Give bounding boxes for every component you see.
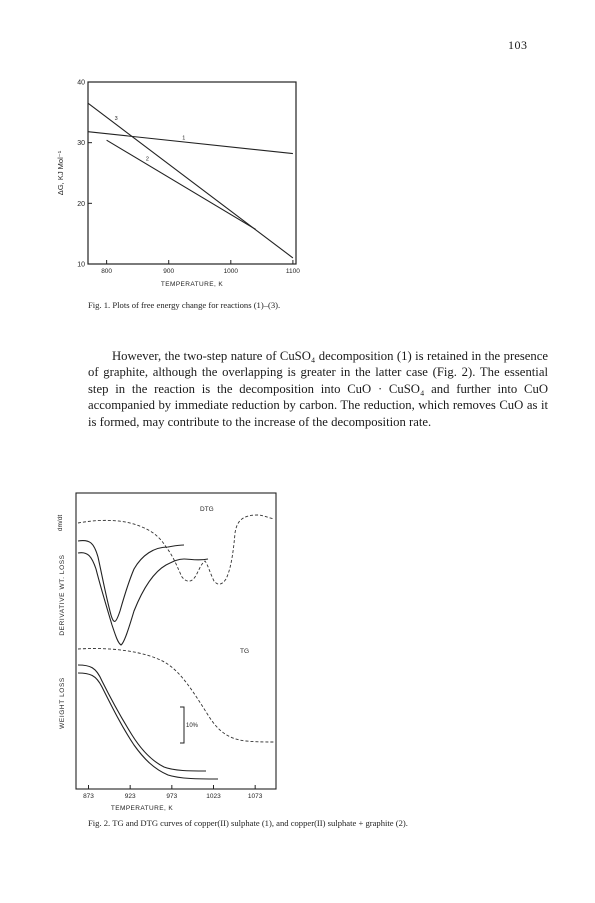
figure-2-chart [50,485,290,815]
figure-2 [50,485,290,815]
dm-dt-label: dm/dt [57,514,64,532]
y-tick-label: 20 [77,200,85,208]
y-tick-label: 10 [77,261,85,269]
plot-frame [76,493,276,789]
x-tick-label: 800 [101,268,113,275]
x-tick-label: 873 [83,793,94,800]
x-tick-label: 1000 [223,268,239,275]
x-axis-label: TEMPERATURE, K [110,805,174,812]
dtg-curve-dashed [78,515,274,584]
series-label-1: 1 [182,135,186,142]
series-label-2: 2 [145,156,149,163]
weight-loss-label: WEIGHT LOSS [59,677,66,729]
tg-label: TG [240,648,250,655]
derivative-wt-loss-label: DERIVATIVE WT. LOSS [59,554,66,636]
x-tick-label: 900 [163,268,175,275]
series-line-1 [88,132,293,154]
figure-1-chart [50,72,330,294]
tg-curve-dashed [78,649,274,742]
x-tick-label: 923 [124,793,136,800]
scale-bar-label: 10% [186,723,199,729]
series-line-2 [107,140,256,229]
series-line-3 [88,103,293,258]
x-tick-label: 1100 [285,268,300,275]
y-tick-label: 30 [77,140,85,148]
figure-1 [50,72,330,294]
page-number: 103 [508,38,528,52]
x-tick-label: 973 [166,793,178,800]
scale-bar [180,707,184,743]
figure-1-caption: Fig. 1. Plots of free energy change for reactions (1)–(3). [88,300,281,310]
x-tick-label: 1023 [206,793,221,800]
series-label-3: 3 [114,115,118,122]
x-axis-label: TEMPERATURE, K [160,281,224,288]
x-tick-label: 1073 [247,793,263,800]
dtg-label: DTG [200,506,214,513]
y-tick-label: 40 [77,79,85,87]
body-text [88,348,548,430]
y-axis-label: ΔG, KJ Mol⁻¹ [56,150,65,196]
body-paragraph: However, the two-step nature of CuSO₄ decomposition (1) is retained in the presence of graphite, although the overlapping is greater in the latter case (Fig. 2). The essential step in the reaction is the decomposition into CuO · CuSO₄ and further into CuO accompanied by immediate reduction by carbon. The reduction, which removes CuO as it is formed, may contribute to the increase of the decomposition rate. [88,349,548,429]
dtg-curve-1 [78,541,184,622]
dtg-curve-2 [78,553,208,645]
figure-2-caption: Fig. 2. TG and DTG curves of copper(II) sulphate (1), and copper(II) sulphate + graphite (2). [88,818,408,828]
